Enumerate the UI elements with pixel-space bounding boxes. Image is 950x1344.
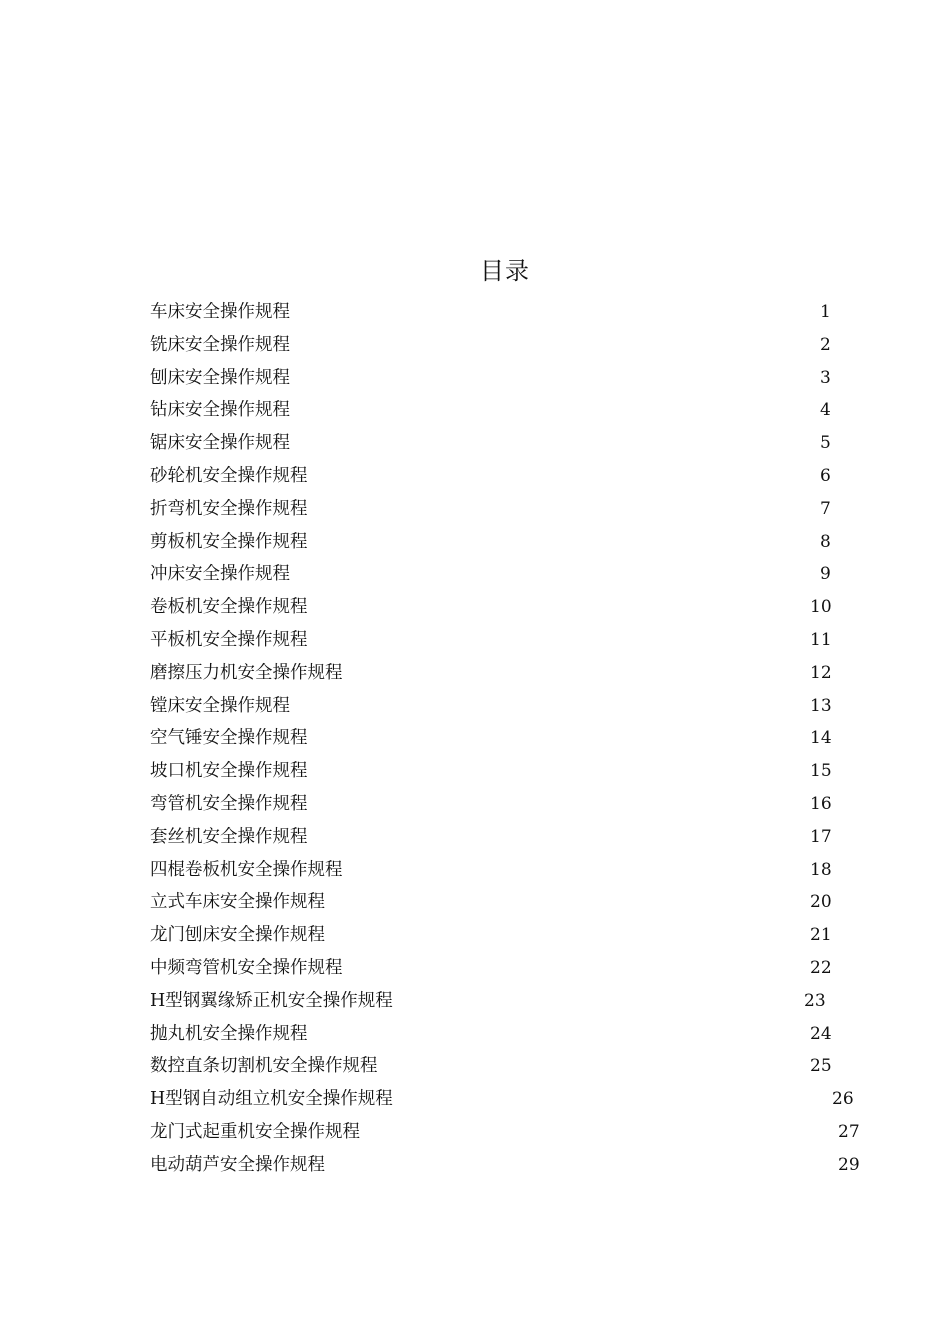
toc-entry-page: 17 (810, 826, 832, 847)
toc-entry-page: 4 (820, 400, 831, 421)
toc-entry-title: 卷板机安全操作规程 (150, 597, 308, 618)
toc-entry-title: 车床安全操作规程 (150, 302, 290, 322)
toc-entry[interactable] (150, 788, 870, 821)
toc-entry-title: 电动葫芦安全操作规程 (150, 1154, 325, 1175)
toc-entry-title: H型钢翼缘矫正机安全操作规程 (150, 990, 393, 1011)
toc-entry-title: 空气锤安全操作规程 (150, 728, 308, 749)
toc-entry[interactable] (150, 854, 870, 887)
toc-entry-title: 平板机安全操作规程 (150, 629, 308, 650)
toc-entry[interactable] (150, 1083, 870, 1116)
toc-entry-title: 数控直条切割机安全操作规程 (150, 1056, 378, 1077)
toc-entry[interactable] (150, 886, 870, 919)
toc-entry-title: 锯床安全操作规程 (150, 433, 290, 454)
toc-entry[interactable] (150, 952, 870, 985)
toc-entry[interactable] (150, 1149, 870, 1182)
toc-entry-title: 龙门刨床安全操作规程 (150, 925, 325, 946)
toc-entry-title: 钻床安全操作规程 (150, 400, 290, 421)
toc-entry-title: 坡口机安全操作规程 (150, 761, 308, 782)
toc-entry[interactable] (150, 1050, 870, 1083)
toc-entry-title: 冲床安全操作规程 (150, 564, 290, 585)
toc-entry-page: 16 (810, 793, 832, 814)
toc-entry-page: 18 (810, 859, 832, 880)
toc-entry[interactable] (150, 624, 870, 657)
toc-entry[interactable] (150, 296, 870, 329)
toc-entry[interactable] (150, 394, 870, 427)
toc-entry-page: 20 (810, 892, 832, 913)
toc-entry-page: 29 (838, 1154, 860, 1175)
toc-entry-page: 24 (810, 1023, 832, 1044)
toc-entry-page: 9 (820, 564, 831, 585)
toc-entry[interactable] (150, 985, 870, 1018)
toc-entry-page: 27 (838, 1121, 860, 1142)
toc-entry-title: 套丝机安全操作规程 (150, 826, 308, 847)
toc-entry-title: 抛丸机安全操作规程 (150, 1023, 308, 1044)
toc-entry-page: 15 (810, 761, 832, 782)
toc-entry[interactable] (150, 460, 870, 493)
toc-entry-page: 2 (820, 334, 831, 355)
toc-entry-page: 6 (820, 465, 831, 486)
toc-entry-page: 26 (832, 1089, 854, 1110)
toc-entry[interactable] (150, 919, 870, 952)
toc-entry[interactable] (150, 657, 870, 690)
toc-entry-title: 中频弯管机安全操作规程 (150, 957, 343, 978)
toc-entry-page: 11 (810, 629, 832, 650)
toc-entry[interactable] (150, 526, 870, 559)
toc-entry-page: 7 (820, 498, 831, 519)
toc-entry[interactable] (150, 755, 870, 788)
toc-entry-title: 剪板机安全操作规程 (150, 531, 308, 552)
toc-entry-title: 折弯机安全操作规程 (150, 498, 308, 519)
toc-entry-page: 21 (810, 925, 832, 946)
toc-entry[interactable] (150, 493, 870, 526)
page-title: 目录 (480, 257, 530, 285)
toc-entry-title: 四棍卷板机安全操作规程 (150, 859, 343, 880)
toc-entry-title: 磨擦压力机安全操作规程 (150, 662, 343, 683)
toc-entry-page: 8 (820, 531, 831, 552)
table-of-contents (150, 296, 870, 1182)
toc-entry[interactable] (150, 821, 870, 854)
toc-entry-page: 13 (810, 695, 832, 716)
toc-entry-title: 龙门式起重机安全操作规程 (150, 1121, 360, 1142)
toc-entry-title: H型钢自动组立机安全操作规程 (150, 1089, 393, 1110)
toc-entry[interactable] (150, 1116, 870, 1149)
toc-entry-title: 弯管机安全操作规程 (150, 793, 308, 814)
toc-entry-title: 铣床安全操作规程 (150, 334, 290, 355)
toc-entry[interactable] (150, 1018, 870, 1051)
toc-entry-title: 立式车床安全操作规程 (150, 892, 325, 913)
toc-entry-page: 14 (810, 728, 832, 749)
toc-entry-page: 25 (810, 1056, 832, 1077)
toc-entry-title: 镗床安全操作规程 (150, 695, 290, 716)
toc-entry-page: 10 (810, 597, 832, 618)
toc-entry-page: 22 (810, 957, 832, 978)
toc-entry-title: 砂轮机安全操作规程 (150, 465, 308, 486)
toc-entry-page: 1 (820, 302, 831, 322)
toc-entry[interactable] (150, 558, 870, 591)
toc-entry-page: 12 (810, 662, 832, 683)
toc-entry-title: 刨床安全操作规程 (150, 367, 290, 388)
toc-entry[interactable] (150, 427, 870, 460)
toc-entry[interactable] (150, 329, 870, 362)
toc-entry-page: 5 (820, 433, 831, 454)
toc-entry-page: 3 (820, 367, 831, 388)
toc-entry[interactable] (150, 722, 870, 755)
toc-entry[interactable] (150, 362, 870, 395)
toc-entry[interactable] (150, 591, 870, 624)
toc-entry[interactable] (150, 690, 870, 723)
toc-entry-page: 23 (804, 990, 826, 1011)
